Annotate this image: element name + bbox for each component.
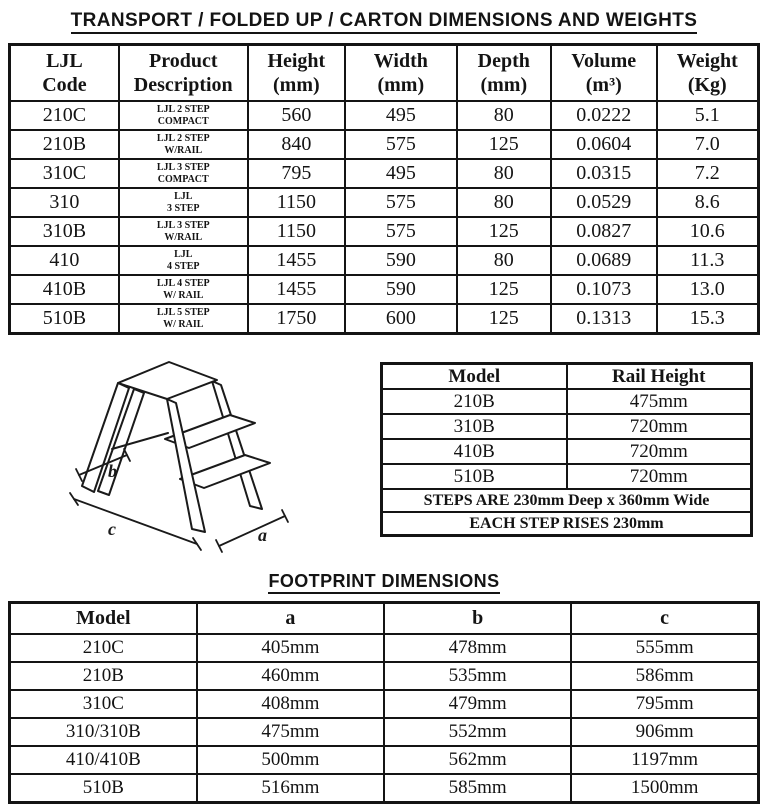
step-rise-note: EACH STEP RISES 230mm xyxy=(382,512,752,536)
table-row xyxy=(10,130,759,159)
cell-weight: 5.1 xyxy=(657,101,759,130)
cell-rail-height: 720mm xyxy=(567,414,752,439)
cell-model: 510B xyxy=(10,774,197,803)
cell-width: 495 xyxy=(345,159,457,188)
cell-code: 410B xyxy=(10,275,119,304)
dimension-line-a xyxy=(219,516,285,546)
cell-b: 562mm xyxy=(384,746,571,774)
cell-a: 500mm xyxy=(197,746,384,774)
dimension-label-c: c xyxy=(108,519,116,539)
cell-description: LJL 4 STEP W/ RAIL xyxy=(119,275,248,304)
table-row xyxy=(10,774,759,803)
cell-height: 1150 xyxy=(248,217,345,246)
cell-c: 555mm xyxy=(571,634,758,662)
header-c: c xyxy=(571,603,758,635)
table-row xyxy=(10,188,759,217)
footprint-title xyxy=(8,571,760,592)
cell-height: 1750 xyxy=(248,304,345,334)
cell-width: 590 xyxy=(345,246,457,275)
cell-width: 575 xyxy=(345,188,457,217)
cell-height: 1455 xyxy=(248,246,345,275)
cell-code: 210B xyxy=(10,130,119,159)
cell-code: 510B xyxy=(10,304,119,334)
cell-model: 210B xyxy=(382,389,567,414)
cell-volume: 0.1313 xyxy=(551,304,657,334)
cell-code: 410 xyxy=(10,246,119,275)
table-row xyxy=(10,275,759,304)
cell-b: 535mm xyxy=(384,662,571,690)
cell-volume: 0.0689 xyxy=(551,246,657,275)
cell-depth: 125 xyxy=(457,217,551,246)
cell-depth: 80 xyxy=(457,188,551,217)
table-row xyxy=(382,464,752,489)
cell-volume: 0.1073 xyxy=(551,275,657,304)
table-row xyxy=(382,439,752,464)
table-row xyxy=(10,159,759,188)
table-row xyxy=(382,489,752,512)
cell-width: 575 xyxy=(345,130,457,159)
rail-header-row xyxy=(382,364,752,390)
cell-rail-height: 475mm xyxy=(567,389,752,414)
table-row xyxy=(10,662,759,690)
header-product-description: Product Description xyxy=(119,45,248,102)
carton-title-text: TRANSPORT / FOLDED UP / CARTON DIMENSIONS AND WEIGHTS xyxy=(71,10,698,34)
middle-section xyxy=(8,353,760,561)
table-row xyxy=(10,690,759,718)
cell-b: 479mm xyxy=(384,690,571,718)
cell-weight: 7.2 xyxy=(657,159,759,188)
header-model: Model xyxy=(382,364,567,390)
cell-depth: 125 xyxy=(457,304,551,334)
cell-model: 410B xyxy=(382,439,567,464)
cell-model: 410/410B xyxy=(10,746,197,774)
table-row xyxy=(10,634,759,662)
cell-description: LJL 3 STEP xyxy=(119,188,248,217)
header-width: Width (mm) xyxy=(345,45,457,102)
cell-description: LJL 4 STEP xyxy=(119,246,248,275)
header-ljl-code: LJL Code xyxy=(10,45,119,102)
rail-height-table xyxy=(380,362,753,537)
header-depth: Depth (mm) xyxy=(457,45,551,102)
cell-width: 590 xyxy=(345,275,457,304)
table-row xyxy=(10,746,759,774)
cell-code: 210C xyxy=(10,101,119,130)
footprint-dimensions-table xyxy=(8,601,760,804)
header-volume: Volume (m³) xyxy=(551,45,657,102)
cell-weight: 10.6 xyxy=(657,217,759,246)
ladder-far-rail xyxy=(212,381,262,509)
cell-weight: 7.0 xyxy=(657,130,759,159)
carton-title xyxy=(8,10,760,32)
cell-weight: 8.6 xyxy=(657,188,759,217)
header-b: b xyxy=(384,603,571,635)
cell-description: LJL 2 STEP COMPACT xyxy=(119,101,248,130)
step-ladder-drawing xyxy=(8,353,380,561)
cell-width: 600 xyxy=(345,304,457,334)
cell-height: 1150 xyxy=(248,188,345,217)
cell-c: 586mm xyxy=(571,662,758,690)
cell-model: 310/310B xyxy=(10,718,197,746)
cell-c: 795mm xyxy=(571,690,758,718)
header-weight: Weight (Kg) xyxy=(657,45,759,102)
cell-c: 1500mm xyxy=(571,774,758,803)
cell-volume: 0.0604 xyxy=(551,130,657,159)
cell-a: 516mm xyxy=(197,774,384,803)
cell-depth: 125 xyxy=(457,275,551,304)
cell-b: 585mm xyxy=(384,774,571,803)
cell-height: 840 xyxy=(248,130,345,159)
cell-a: 408mm xyxy=(197,690,384,718)
table-row xyxy=(10,101,759,130)
cell-c: 1197mm xyxy=(571,746,758,774)
cell-depth: 80 xyxy=(457,101,551,130)
cell-model: 310C xyxy=(10,690,197,718)
table-row xyxy=(382,389,752,414)
table-row xyxy=(382,414,752,439)
cell-height: 1455 xyxy=(248,275,345,304)
table-row xyxy=(10,246,759,275)
cell-weight: 15.3 xyxy=(657,304,759,334)
cell-width: 495 xyxy=(345,101,457,130)
cell-model: 210C xyxy=(10,634,197,662)
step-ladder-diagram xyxy=(8,353,380,561)
header-a: a xyxy=(197,603,384,635)
carton-dimensions-table xyxy=(8,43,760,335)
dimension-label-b: b xyxy=(108,461,117,481)
dimension-label-a: a xyxy=(258,525,267,545)
cell-volume: 0.0315 xyxy=(551,159,657,188)
cell-weight: 11.3 xyxy=(657,246,759,275)
header-height: Height (mm) xyxy=(248,45,345,102)
cell-description: LJL 2 STEP W/RAIL xyxy=(119,130,248,159)
table-row xyxy=(10,217,759,246)
cell-a: 405mm xyxy=(197,634,384,662)
header-rail-height: Rail Height xyxy=(567,364,752,390)
header-model: Model xyxy=(10,603,197,635)
cell-volume: 0.0827 xyxy=(551,217,657,246)
cell-model: 510B xyxy=(382,464,567,489)
cell-rail-height: 720mm xyxy=(567,439,752,464)
carton-header-row xyxy=(10,45,759,102)
cell-code: 310 xyxy=(10,188,119,217)
cell-width: 575 xyxy=(345,217,457,246)
cell-code: 310B xyxy=(10,217,119,246)
cell-depth: 80 xyxy=(457,246,551,275)
cell-volume: 0.0222 xyxy=(551,101,657,130)
dimension-line-c xyxy=(74,499,197,544)
ladder-near-rail xyxy=(167,399,205,532)
table-row xyxy=(10,718,759,746)
cell-c: 906mm xyxy=(571,718,758,746)
steps-size-note: STEPS ARE 230mm Deep x 360mm Wide xyxy=(382,489,752,512)
cell-b: 478mm xyxy=(384,634,571,662)
cell-depth: 80 xyxy=(457,159,551,188)
cell-description: LJL 5 STEP W/ RAIL xyxy=(119,304,248,334)
cell-description: LJL 3 STEP W/RAIL xyxy=(119,217,248,246)
cell-height: 795 xyxy=(248,159,345,188)
cell-model: 210B xyxy=(10,662,197,690)
cell-volume: 0.0529 xyxy=(551,188,657,217)
cell-code: 310C xyxy=(10,159,119,188)
cell-b: 552mm xyxy=(384,718,571,746)
cell-weight: 13.0 xyxy=(657,275,759,304)
cell-model: 310B xyxy=(382,414,567,439)
cell-description: LJL 3 STEP COMPACT xyxy=(119,159,248,188)
cell-a: 460mm xyxy=(197,662,384,690)
cell-rail-height: 720mm xyxy=(567,464,752,489)
footprint-header-row xyxy=(10,603,759,635)
cell-a: 475mm xyxy=(197,718,384,746)
cell-depth: 125 xyxy=(457,130,551,159)
footprint-title-text: FOOTPRINT DIMENSIONS xyxy=(268,571,499,594)
cell-height: 560 xyxy=(248,101,345,130)
table-row xyxy=(10,304,759,334)
table-row xyxy=(382,512,752,536)
